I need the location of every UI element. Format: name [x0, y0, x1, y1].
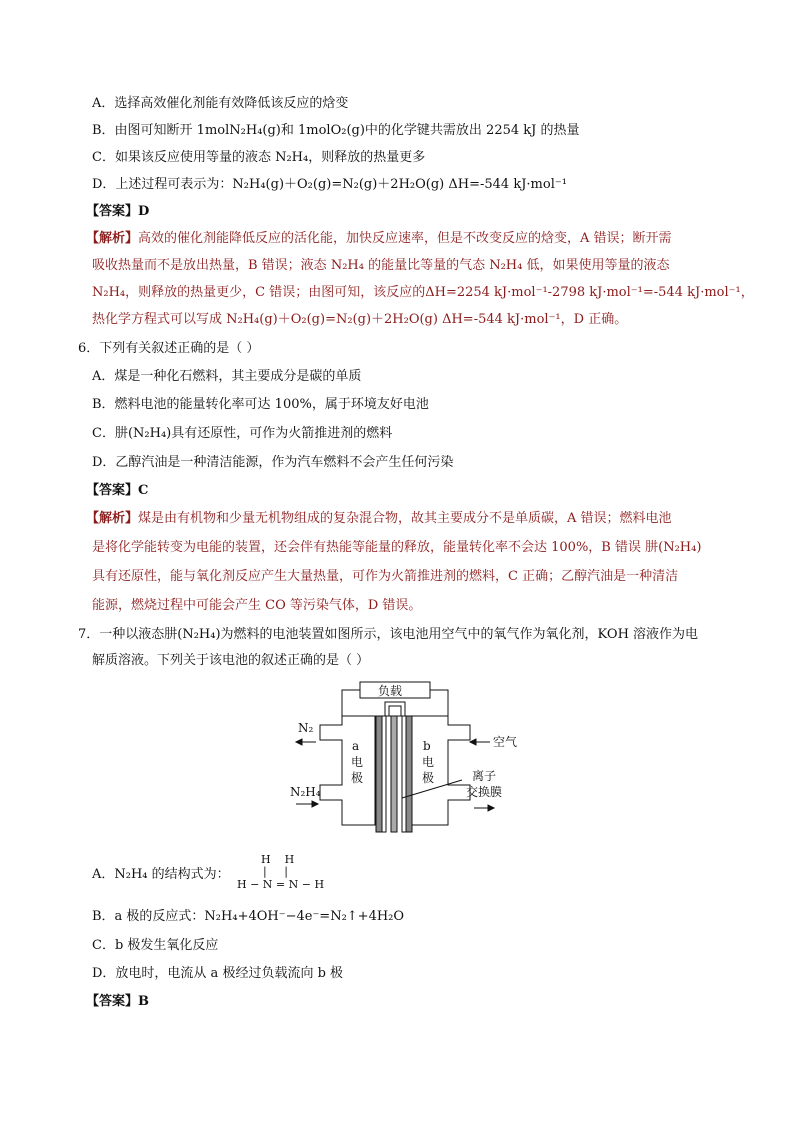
q6-explanation-line-1 [86, 510, 672, 528]
b-electrode-char-2: 极 [422, 771, 435, 785]
q5-explanation-line-4: 热化学方程式可以写成 N₂H₄(g)＋O₂(g)=N₂(g)＋2H₂O(g) ΔH=-544 kJ·mol⁻¹，D 正确。 [92, 312, 628, 327]
left-chamber [320, 716, 375, 825]
explanation-label: 【解析】 [86, 511, 139, 526]
q5-option-b: B．由图可知断开 1molN₂H₄(g)和 1molO₂(g)中的化学键共需放出 2254 kJ 的热量 [92, 123, 580, 138]
answer-value: C [138, 483, 149, 498]
air-label: 空气 [493, 735, 518, 749]
a-electrode-char-2: 极 [351, 771, 364, 785]
explanation-text: 煤是由有机物和少量无机物组成的复杂混合物，故其主要成分不是单质碳，A 错误；燃料电池 [138, 511, 672, 526]
right-chamber [410, 716, 470, 825]
q6-explanation-line-2: 是将化学能转变为电能的装置，还会伴有热能等能量的释放，能量转化率不会达 100%，B 错误 肼(N₂H₄) [92, 540, 702, 555]
q6-explanation-line-4: 能源，燃烧过程中可能会产生 CO 等污染气体，D 错误。 [92, 598, 422, 613]
b-electrode-plate [406, 716, 412, 832]
structure-bonds: | | [263, 865, 288, 878]
explanation-label: 【解析】 [86, 231, 139, 246]
answer-label: 【答案】 [86, 994, 139, 1009]
answer-value: D [138, 204, 150, 219]
fuel-cell-diagram [290, 680, 530, 840]
b-electrode-char-1: 电 [422, 755, 435, 769]
q6-option-c: C．肼(N₂H₄)具有还原性，可作为火箭推进剂的燃料 [92, 426, 393, 441]
q7-stem-line-2: 解质溶液。下列关于该电池的叙述正确的是（ ） [92, 653, 370, 668]
membrane-label-2: 交换膜 [466, 785, 503, 799]
q5-explanation-line-3: N₂H₄，则释放的热量更少，C 错误；由图可知，该反应的ΔH=2254 kJ·mol⁻¹-2798 kJ·mol⁻¹=-544 kJ·mol⁻¹， [92, 285, 754, 300]
explanation-text: 高效的催化剂能降低反应的活化能，加快反应速率，但是不改变反应的焓变，A 错误；断开需 [138, 231, 672, 246]
q6-option-d: D．乙醇汽油是一种清洁能源，作为汽车燃料不会产生任何污染 [92, 455, 454, 470]
q6-option-b: B．燃料电池的能量转化率可达 100%，属于环境友好电池 [92, 397, 429, 412]
structure-top-h: H H [261, 853, 295, 866]
n2-label: N₂ [298, 721, 314, 735]
q5-option-a: A．选择高效催化剂能有效降低该反应的焓变 [92, 96, 349, 111]
ion-exchange-membrane [391, 716, 397, 832]
q5-explanation-line-1 [86, 230, 672, 248]
q6-answer [86, 482, 148, 500]
a-electrode-char-1: 电 [351, 755, 364, 769]
answer-label: 【答案】 [86, 483, 139, 498]
b-label: b [423, 739, 431, 753]
a-label: a [352, 739, 360, 753]
membrane-label-1: 离子 [472, 769, 497, 783]
q5-option-c: C．如果该反应使用等量的液态 N₂H₄，则释放的热量更多 [92, 150, 426, 165]
q6-stem: 6．下列有关叙述正确的是（ ） [78, 341, 260, 356]
q7-option-b: B．a 极的反应式：N₂H₄+4OH⁻−4e⁻=N₂↑+4H₂O [92, 909, 405, 924]
q7-option-d: D．放电时，电流从 a 极经过负载流向 b 极 [92, 966, 344, 981]
answer-value: B [138, 994, 150, 1009]
q5-explanation-line-2: 吸收热量而不是放出热量，B 错误；液态 N₂H₄ 的能量比等量的气态 N₂H₄ 低，如果使用等量的液态 [92, 258, 670, 273]
q5-answer [86, 203, 149, 221]
n2h4-label: N₂H₄ [290, 785, 321, 799]
a-electrode-plate [376, 716, 382, 832]
q6-option-a: A．煤是一种化石燃料，其主要成分是碳的单质 [92, 369, 362, 384]
q5-option-d: D．上述过程可表示为：N₂H₄(g)＋O₂(g)=N₂(g)＋2H₂O(g) ΔH=-544 kJ·mol⁻¹ [92, 177, 567, 192]
q6-explanation-line-3: 具有还原性，能与氧化剂反应产生大量热量，可作为火箭推进剂的燃料，C 正确；乙醇汽油是一种清洁 [92, 569, 679, 584]
load-label: 负载 [378, 684, 403, 698]
q7-answer [86, 993, 149, 1011]
structure-main-chain: H − N = N − H [237, 878, 325, 891]
q7-stem-line-1: 7．一种以液态肼(N₂H₄)为燃料的电池装置如图所示，该电池用空气中的氧气作为氧化剂，KOH 溶液作为电 [78, 627, 699, 642]
hydrazine-structural-formula [237, 853, 327, 893]
q7-option-a: A．N₂H₄ 的结构式为： [92, 867, 230, 882]
answer-label: 【答案】 [86, 204, 139, 219]
q7-option-c: C．b 极发生氧化反应 [92, 938, 219, 953]
